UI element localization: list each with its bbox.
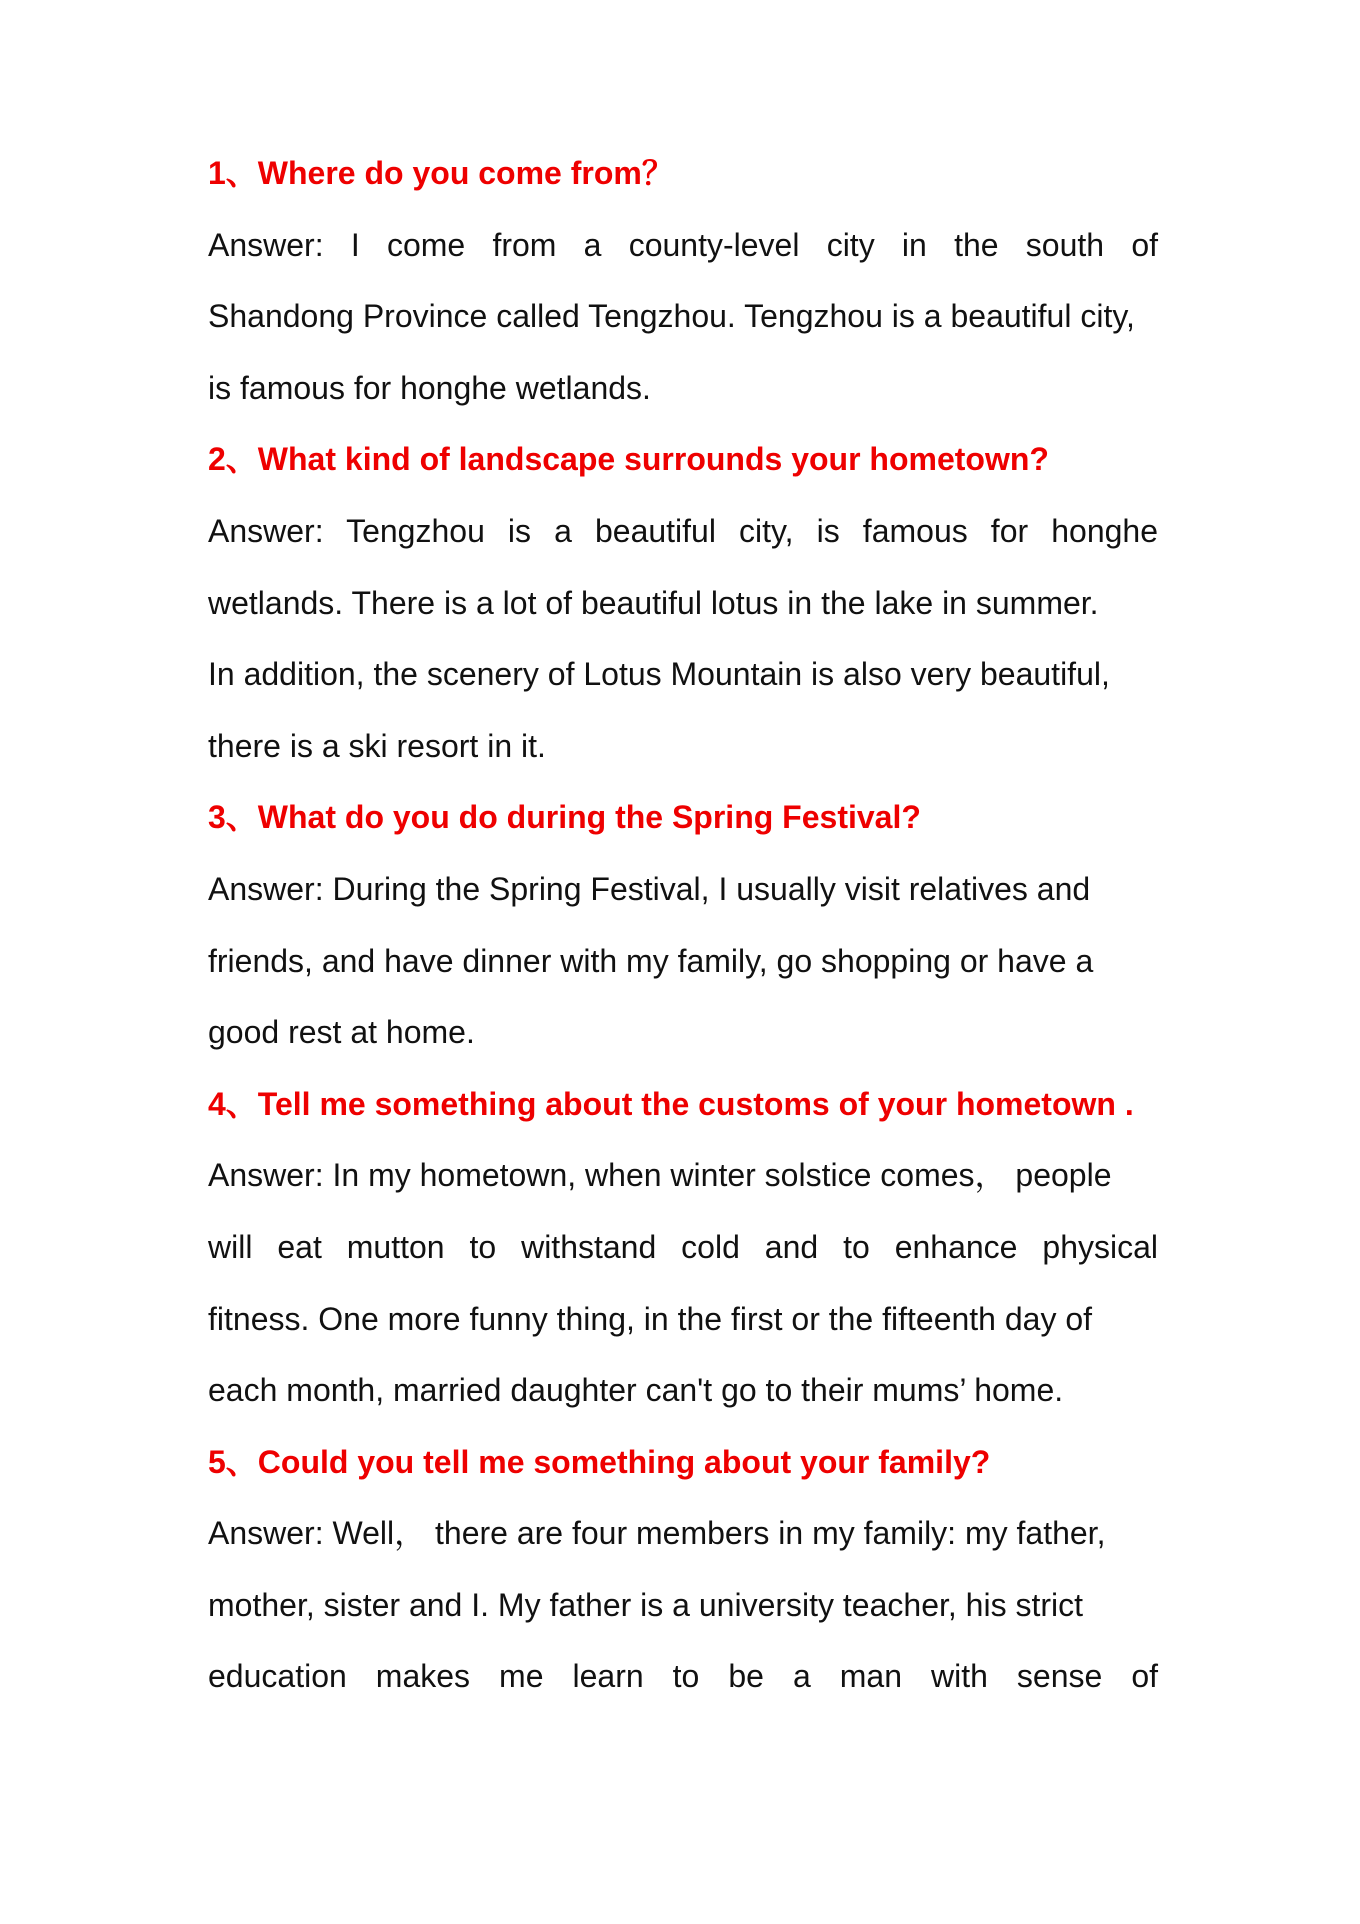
answer-line: is famous for honghe wetlands. bbox=[208, 369, 651, 406]
question-heading: 3、What do you do during the Spring Festival? bbox=[208, 799, 921, 836]
answer-line: Answer: In my hometown, when winter solstice comes， people bbox=[208, 1157, 1112, 1194]
answer-line: good rest at home. bbox=[208, 1014, 475, 1051]
answer-line: fitness. One more funny thing, in the first or the fifteenth day of bbox=[208, 1300, 1093, 1337]
answer-line: each month, married daughter can't go to their mums’ home. bbox=[208, 1372, 1064, 1409]
document-body bbox=[208, 138, 1158, 1713]
question-heading: 1、Where do you come from？ bbox=[208, 155, 674, 191]
answer-line: education makes me learn to be a man with sense of bbox=[208, 1658, 1158, 1695]
answer-line: Answer: Well， there are four members in my family: my father, bbox=[208, 1515, 1106, 1552]
answer-line: there is a ski resort in it. bbox=[208, 727, 546, 764]
answer-line: friends, and have dinner with my family, go shopping or have a bbox=[208, 942, 1094, 979]
answer-line: Answer: Tengzhou is a beautiful city, is famous for honghe bbox=[208, 512, 1158, 549]
question-heading: 2、What kind of landscape surrounds your hometown? bbox=[208, 441, 1049, 478]
answer-line: mother, sister and I. My father is a university teacher, his strict bbox=[208, 1586, 1083, 1623]
answer-line: In addition, the scenery of Lotus Mountain is also very beautiful, bbox=[208, 656, 1110, 693]
answer-line: wetlands. There is a lot of beautiful lotus in the lake in summer. bbox=[208, 584, 1099, 621]
answer-line: Answer: During the Spring Festival, I usually visit relatives and bbox=[208, 870, 1091, 907]
answer-line: will eat mutton to withstand cold and to enhance physical bbox=[208, 1228, 1158, 1265]
answer-line: Shandong Province called Tengzhou. Tengzhou is a beautiful city, bbox=[208, 298, 1135, 335]
answer-line: Answer: I come from a county-level city in the south of bbox=[208, 226, 1158, 263]
question-heading: 5、Could you tell me something about your family? bbox=[208, 1443, 991, 1480]
question-heading: 4、Tell me something about the customs of your hometown . bbox=[208, 1085, 1134, 1122]
